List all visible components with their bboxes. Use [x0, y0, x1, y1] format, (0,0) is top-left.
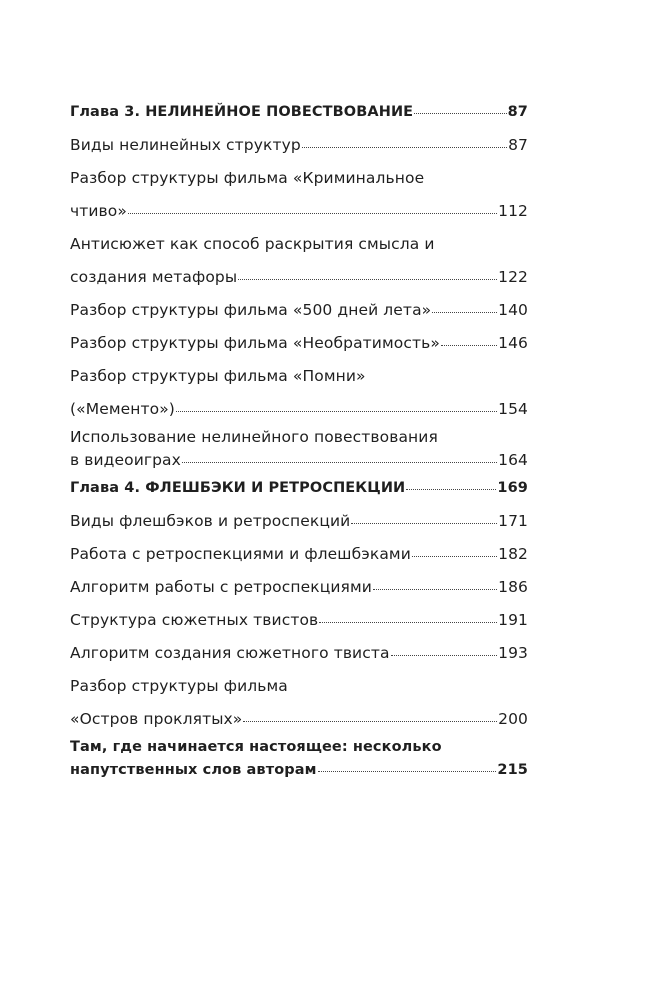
toc-entry-title: чтиво» [70, 202, 127, 220]
toc-page-number: 200 [498, 710, 528, 728]
toc-entry-title: в видеоиграх [70, 451, 181, 469]
toc-entry-line [70, 294, 528, 327]
toc-entry [70, 327, 528, 360]
toc-entry-line [70, 327, 528, 360]
toc-entry-title: Разбор структуры фильма «500 дней лета» [70, 301, 432, 319]
toc-entry-title: Глава 4. ФЛЕШБЭКИ И РЕТРОСПЕКЦИИ [70, 480, 406, 496]
toc-entry-line [70, 129, 528, 162]
toc-entry-line [70, 538, 528, 571]
toc-page-number: 87 [507, 104, 528, 120]
toc-entry [70, 360, 528, 426]
toc-entry-title: Структура сюжетных твистов [70, 611, 319, 629]
toc-entry [70, 736, 528, 782]
toc-entry-line [70, 703, 528, 736]
toc-page-number: 169 [497, 480, 528, 496]
dot-leader [318, 771, 497, 772]
toc-entry-title: Использование нелинейного повествования [70, 428, 438, 446]
toc-entry [70, 505, 528, 538]
toc-entry-title: Алгоритм работы с ретроспекциями [70, 578, 372, 596]
toc-entry [70, 228, 528, 294]
toc-entry [70, 162, 528, 228]
toc-entry-title: Антисюжет как способ раскрытия смысла и [70, 235, 435, 253]
toc-page-number: 146 [498, 334, 528, 352]
dot-leader [373, 589, 497, 590]
dot-leader [391, 655, 498, 656]
toc-entry [70, 637, 528, 670]
toc-entry [70, 571, 528, 604]
dot-leader [414, 113, 506, 114]
toc-entry-line [70, 571, 528, 604]
dot-leader [441, 345, 497, 346]
toc-entry-line [70, 637, 528, 670]
dot-leader [319, 622, 497, 623]
toc-entry-title: Работа с ретроспекциями и флешбэками [70, 545, 411, 563]
toc-entry-line [70, 162, 528, 195]
toc-entry-line [70, 759, 528, 782]
toc-entry-title: Глава 3. НЕЛИНЕЙНОЕ ПОВЕСТВОВАНИЕ [70, 104, 414, 120]
toc-entry [70, 538, 528, 571]
toc-entry-line [70, 393, 528, 426]
toc-entry-line [70, 472, 528, 505]
toc-entry [70, 129, 528, 162]
dot-leader [412, 556, 497, 557]
toc-entry-line [70, 426, 528, 449]
toc-entry-title: Виды нелинейных структур [70, 136, 301, 154]
toc-entry-line [70, 604, 528, 637]
dot-leader [351, 523, 497, 524]
dot-leader [302, 147, 507, 148]
toc-entry-title: Алгоритм создания сюжетного твиста [70, 644, 390, 662]
toc-entry-line [70, 195, 528, 228]
toc-entry-title: Разбор структуры фильма «Помни» [70, 367, 366, 385]
toc-entry-line [70, 505, 528, 538]
toc-page-number: 193 [498, 644, 528, 662]
toc-entry [70, 96, 528, 129]
toc-entry-line [70, 96, 528, 129]
dot-leader [182, 462, 497, 463]
toc-page-number: 171 [498, 512, 528, 530]
toc-page-number: 154 [498, 400, 528, 418]
toc-entry [70, 426, 528, 472]
toc-page-number: 191 [498, 611, 528, 629]
dot-leader [432, 312, 497, 313]
toc-entry [70, 294, 528, 327]
toc-entry-line [70, 228, 528, 261]
toc-entry-title: Там, где начинается настоящее: несколько [70, 739, 442, 755]
toc-entry-line [70, 261, 528, 294]
toc-entry-line [70, 736, 528, 759]
dot-leader [176, 411, 497, 412]
toc-entry-title: напутственных слов авторам [70, 762, 317, 778]
toc-entry [70, 472, 528, 505]
toc-page-number: 140 [498, 301, 528, 319]
toc-entry [70, 604, 528, 637]
toc-page-number: 215 [497, 762, 528, 778]
toc-page-number: 87 [508, 136, 528, 154]
toc-page-number: 122 [498, 268, 528, 286]
dot-leader [406, 489, 496, 490]
table-of-contents [70, 96, 528, 782]
dot-leader [128, 213, 497, 214]
toc-page-number: 186 [498, 578, 528, 596]
toc-entry-title: Разбор структуры фильма [70, 677, 288, 695]
toc-entry-title: создания метафоры [70, 268, 238, 286]
toc-entry-title: «Остров проклятых» [70, 710, 243, 728]
toc-entry-line [70, 449, 528, 472]
toc-entry-title: Разбор структуры фильма «Необратимость» [70, 334, 440, 352]
toc-page-number: 164 [498, 451, 528, 469]
dot-leader [243, 721, 497, 722]
toc-entry-line [70, 670, 528, 703]
toc-entry-title: Виды флешбэков и ретроспекций [70, 512, 351, 530]
toc-entry [70, 670, 528, 736]
toc-entry-title: Разбор структуры фильма «Криминальное [70, 169, 425, 187]
toc-page-number: 112 [498, 202, 528, 220]
dot-leader [238, 279, 497, 280]
toc-entry-title: («Мементо») [70, 400, 175, 418]
toc-entry-line [70, 360, 528, 393]
toc-page-number: 182 [498, 545, 528, 563]
